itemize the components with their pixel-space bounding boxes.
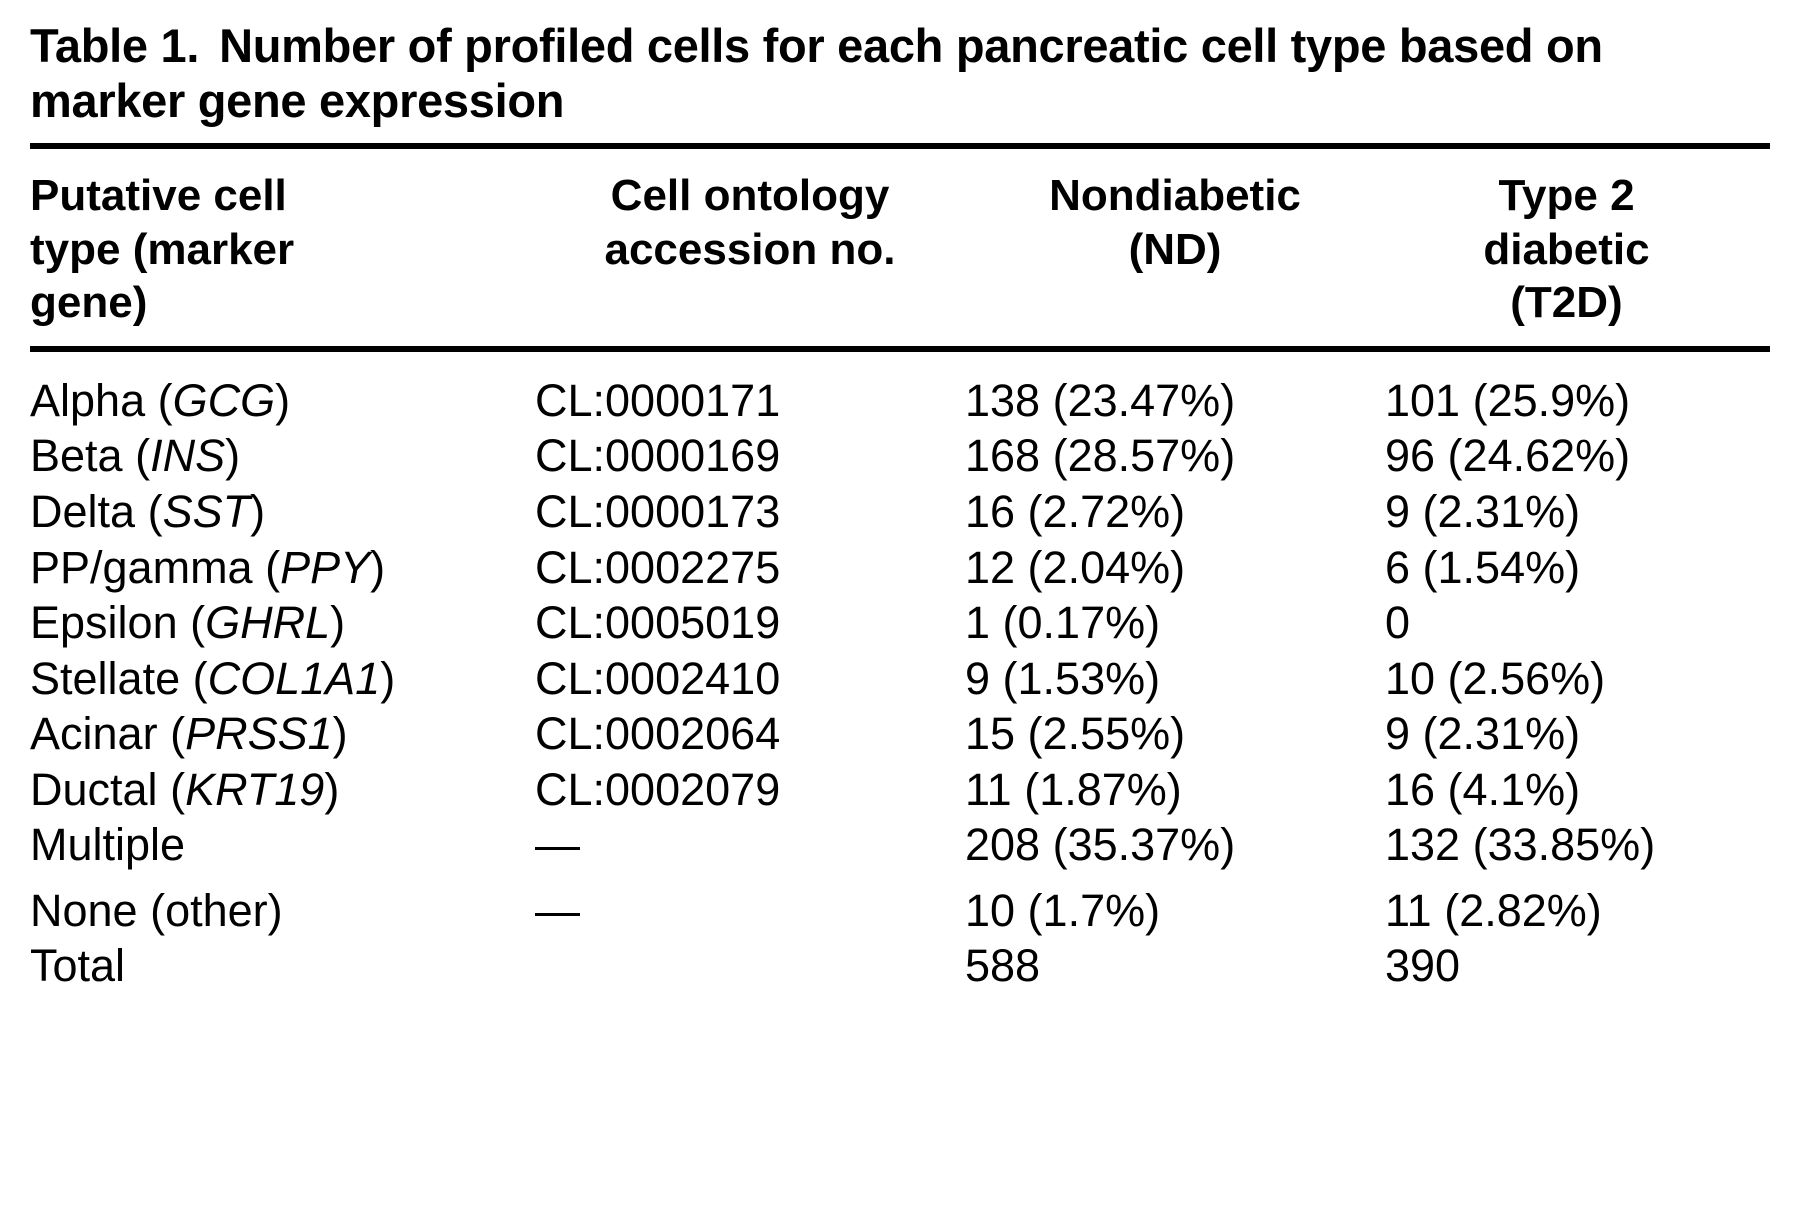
- row-accession: CL:0002275: [535, 541, 781, 593]
- row-type-name: Beta: [30, 430, 123, 482]
- table-body: [30, 352, 1770, 994]
- cell-counts-table: [30, 149, 1770, 344]
- row-accession: CL:0005019: [535, 597, 781, 649]
- header-row: [30, 149, 1770, 344]
- table-row: [30, 651, 1770, 707]
- row-type-name: Delta: [30, 486, 136, 538]
- cell-counts-body: [30, 352, 1770, 994]
- row-nondiabetic: 16 (2.72%): [965, 486, 1186, 538]
- row-t2d: 390: [1385, 940, 1461, 992]
- table-row-total: [30, 938, 1770, 994]
- row-t2d: 16 (4.1%): [1385, 763, 1581, 815]
- row-nondiabetic: 12 (2.04%): [965, 541, 1186, 593]
- row-accession: CL:0002410: [535, 652, 781, 704]
- row-cell-type: Epsilon (GHRL): [30, 597, 346, 649]
- table-row: [30, 540, 1770, 596]
- row-t2d: 6 (1.54%): [1385, 541, 1581, 593]
- row-cell-type: None (other): [30, 884, 283, 936]
- row-type-name: Alpha: [30, 374, 146, 426]
- row-accession: CL:0000171: [535, 374, 781, 426]
- row-t2d: 96 (24.62%): [1385, 430, 1631, 482]
- row-accession: [535, 938, 965, 994]
- row-accession: CL:0002079: [535, 763, 781, 815]
- row-nondiabetic: 9 (1.53%): [965, 652, 1161, 704]
- row-cell-type: Alpha (GCG): [30, 374, 291, 426]
- table-caption: [30, 18, 1770, 129]
- row-marker-gene: COL1A1: [207, 652, 381, 704]
- row-nondiabetic: 138 (23.47%): [965, 374, 1236, 426]
- row-marker-gene: PPY: [280, 541, 371, 593]
- header-t2d-line3: (T2D): [1510, 278, 1623, 328]
- row-accession: CL:0000173: [535, 486, 781, 538]
- header-cell-type: [30, 149, 535, 344]
- row-type-name: PP/gamma: [30, 541, 253, 593]
- row-cell-type: Acinar (PRSS1): [30, 708, 348, 760]
- row-t2d: 132 (33.85%): [1385, 819, 1656, 871]
- table-row: [30, 883, 1770, 939]
- table-row: [30, 762, 1770, 818]
- row-type-name: Acinar: [30, 708, 158, 760]
- row-nondiabetic: 588: [965, 940, 1041, 992]
- row-nondiabetic: 168 (28.57%): [965, 430, 1236, 482]
- table-row: [30, 706, 1770, 762]
- row-marker-gene: SST: [162, 486, 251, 538]
- header-accession-line2: accession no.: [604, 224, 896, 274]
- row-marker-gene: PRSS1: [185, 708, 333, 760]
- row-accession: —: [535, 819, 580, 871]
- table-row: [30, 595, 1770, 651]
- row-t2d: 11 (2.82%): [1385, 884, 1602, 936]
- row-t2d: 101 (25.9%): [1385, 374, 1631, 426]
- row-t2d: 10 (2.56%): [1385, 652, 1606, 704]
- row-cell-type: Delta (SST): [30, 486, 266, 538]
- caption-label: Table 1.: [30, 19, 200, 72]
- row-nondiabetic: 15 (2.55%): [965, 708, 1186, 760]
- row-nondiabetic: 11 (1.87%): [965, 763, 1182, 815]
- header-cell-type-line3: gene): [30, 278, 148, 328]
- row-t2d: 0: [1385, 597, 1411, 649]
- row-accession: CL:0002064: [535, 708, 781, 760]
- header-nondiabetic-line1: Nondiabetic: [1049, 170, 1301, 220]
- row-type-name: Epsilon: [30, 597, 178, 649]
- row-accession: CL:0000169: [535, 430, 781, 482]
- header-nondiabetic: [965, 149, 1385, 344]
- table-head: [30, 149, 1770, 344]
- header-accession-line1: Cell ontology: [610, 170, 890, 220]
- row-t2d: 9 (2.31%): [1385, 708, 1581, 760]
- row-accession: —: [535, 884, 580, 936]
- row-nondiabetic: 1 (0.17%): [965, 597, 1161, 649]
- header-t2d: [1385, 149, 1770, 344]
- row-marker-gene: INS: [150, 430, 226, 482]
- table-row: [30, 484, 1770, 540]
- row-nondiabetic: 10 (1.7%): [965, 884, 1161, 936]
- row-cell-type: Ductal (KRT19): [30, 763, 340, 815]
- header-t2d-line1: Type 2: [1498, 170, 1635, 220]
- header-accession: [535, 149, 965, 344]
- header-cell-type-line2: type (marker: [30, 224, 295, 274]
- header-cell-type-line1: Putative cell: [30, 170, 287, 220]
- row-t2d: 9 (2.31%): [1385, 486, 1581, 538]
- row-marker-gene: GCG: [172, 374, 276, 426]
- row-cell-type: Stellate (COL1A1): [30, 652, 396, 704]
- row-type-name: Ductal: [30, 763, 158, 815]
- row-cell-type: Total: [30, 940, 126, 992]
- row-marker-gene: GHRL: [205, 597, 331, 649]
- table-row: [30, 352, 1770, 429]
- row-cell-type: PP/gamma (PPY): [30, 541, 386, 593]
- table-row: [30, 428, 1770, 484]
- table-row: [30, 817, 1770, 873]
- header-nondiabetic-line2: (ND): [1128, 224, 1222, 274]
- header-t2d-line2: diabetic: [1483, 224, 1650, 274]
- row-nondiabetic: 208 (35.37%): [965, 819, 1236, 871]
- caption-text: Number of profiled cells for each pancreatic cell type based on marker gene expression: [30, 19, 1603, 128]
- row-cell-type: Multiple: [30, 819, 186, 871]
- row-marker-gene: KRT19: [185, 763, 325, 815]
- row-type-name: Stellate: [30, 652, 181, 704]
- row-spacer: [30, 873, 1770, 883]
- row-cell-type: Beta (INS): [30, 430, 241, 482]
